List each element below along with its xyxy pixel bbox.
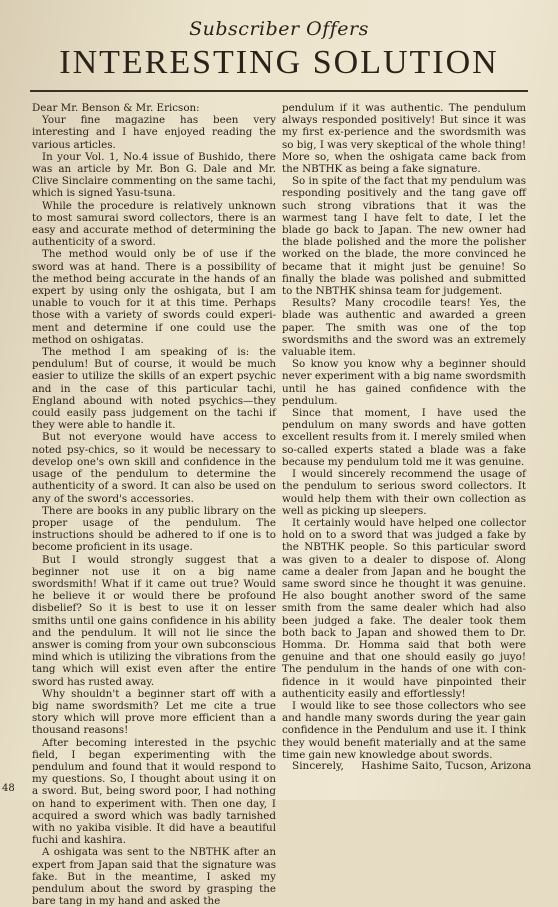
paragraph: In your Vol. 1, No.4 issue of Bushido, there was an article by Mr. Bon G. Dale and Mr. Clive Sinclaire commenting on the same tachi, which is signed Yasu-tsuna.	[32, 150, 276, 200]
paragraph: Results? Many crocodile tears! Yes, the blade was authentic and awarded a green paper. The smith was one of the top swordsmiths and the sword was an extremely valuable item.	[282, 297, 526, 359]
left-column	[32, 102, 276, 907]
paragraph: So in spite of the fact that my pendulum was responding positively and the tang gave off such strong vibrations that it was the warmest tang I have felt to date, I let the blade go back to Japan. The new owner had the blade polished and the more the polisher worked on the blade, the more convinced he became that it might just be genuine! So finally the blade was polished and submitted to the NBTHK shinsa team for judgement.	[282, 175, 526, 298]
closing: Sincerely,	[292, 760, 344, 772]
section-kicker: Subscriber Offers	[189, 18, 369, 40]
paragraph: After becoming interested in the psychic field, I began experimenting with the pendulum and found that it would respond to my questions. So, I thought about using it on a sword. But, being sword poor, I had nothing on hand to experiment with. Then one day, I acquired a sword which was badly tarnished with no yakiba visible. It did have a beautiful fuchi and kashira.	[32, 736, 276, 847]
paragraph: I would like to see those collectors who see and handle many swords during the year gain confidence in the Pendulum and use it. I think they would benefit materially and at the same time gain new knowledge about swords.	[282, 699, 526, 761]
paragraph: The method I am speaking of is: the pendulum! But of course, it would be much easier to utilize the skills of an expert psychic and in the case of this particular tachi, England abound with noted psychics—they could easily pass judgement on the tachi if they were able to handle it.	[32, 346, 276, 432]
paragraph: But not everyone would have access to noted psy-chics, so it would be necessary to develop one's own skill and confidence in the usage of the pendulum to determine the authenticity of a sword. It can also be used on any of the sword's accessories.	[32, 431, 276, 505]
paragraph: A oshigata was sent to the NBTHK after an expert from Japan said that the signature was fake. But in the meantime, I asked my pendulum about the sword by grasping the bare tang in my hand and asked the	[32, 846, 276, 907]
signature: Hashime Saito, Tucson, Arizona	[361, 760, 532, 772]
headline-rule	[30, 90, 528, 92]
salutation: Dear Mr. Benson & Mr. Ericson:	[32, 102, 200, 114]
paragraph: While the procedure is relatively unknown to most samurai sword collectors, there is an easy and accurate method of determining the authenticity of a sword.	[32, 199, 276, 249]
paragraph: It certainly would have helped one collector hold on to a sword that was judged a fake by the NBTHK people. So this particular sword was given to a dealer to dispose of. Along came a dealer from Japan and he bought the same sword since he thought it was genuine. He also bought another sword of the same smith from the same dealer which had also been judged a fake. The dealer took them both back to Japan and showed them to Dr. Homma. Dr. Homma said that both were genuine and that one should easily go juyo! The pendulum in the hands of one with con-fidence in it would have pinpointed their authenticity easily and effortlessly!	[282, 516, 526, 700]
paragraph: There are books in any public library on the proper usage of the pendulum. The instructions should be adhered to if one is to become proficient in its usage.	[32, 504, 276, 554]
paragraph-continued: pendulum if it was authentic. The pendulum always responded positively! But since it was my first ex-perience and the swordsmith was so big, I was very skeptical of the whole thing! More so, when the oshigata came back from the NBTHK as being a fake signature.	[282, 102, 526, 176]
paragraph: So know you know why a beginner should never experiment with a big name swordsmith until he has gained confidence with the pendulum.	[282, 358, 526, 407]
right-column	[282, 102, 526, 761]
paragraph: I would sincerely recommend the usage of the pendulum to serious sword collectors. It would help them with their own collection as well as picking up sleepers.	[282, 468, 526, 517]
paragraph: Since that moment, I have used the pendulum on many swords and have gotten excellent results from it. I merely smiled when so-called experts stated a blade was a fake because my pendulum told me it was genuine.	[282, 407, 526, 468]
page-number: 48	[2, 783, 15, 794]
paragraph: But I would strongly suggest that a beginner not use it on a big name swordsmith! What if it came out true? Would he believe it or would there be profound disbelief? So it is best to use it on lesser smiths until one gains confidence in his ability and the pendulum. It will not lie since the answer is coming from your own subconscious mind which is utilizing the vibrations from the tang which will exist even after the entire sword has rusted away.	[32, 553, 276, 688]
letter-signoff	[292, 760, 545, 772]
paragraph: Your fine magazine has been very interesting and I have enjoyed reading the various articles.	[32, 114, 276, 151]
page-headline: INTERESTING SOLUTION	[59, 44, 499, 81]
paragraph: Why shouldn't a beginner start off with a big name swordsmith? Let me cite a true story which will prove more efficient than a thousand reasons!	[32, 687, 276, 737]
paragraph: The method would only be of use if the sword was at hand. There is a possibility of the method being accurate in the hands of an expert by using only the oshigata, but I am unable to vouch for it at this time. Perhaps those with a variety of swords could experi-ment and determine if one could use the method on oshigatas.	[32, 248, 276, 346]
